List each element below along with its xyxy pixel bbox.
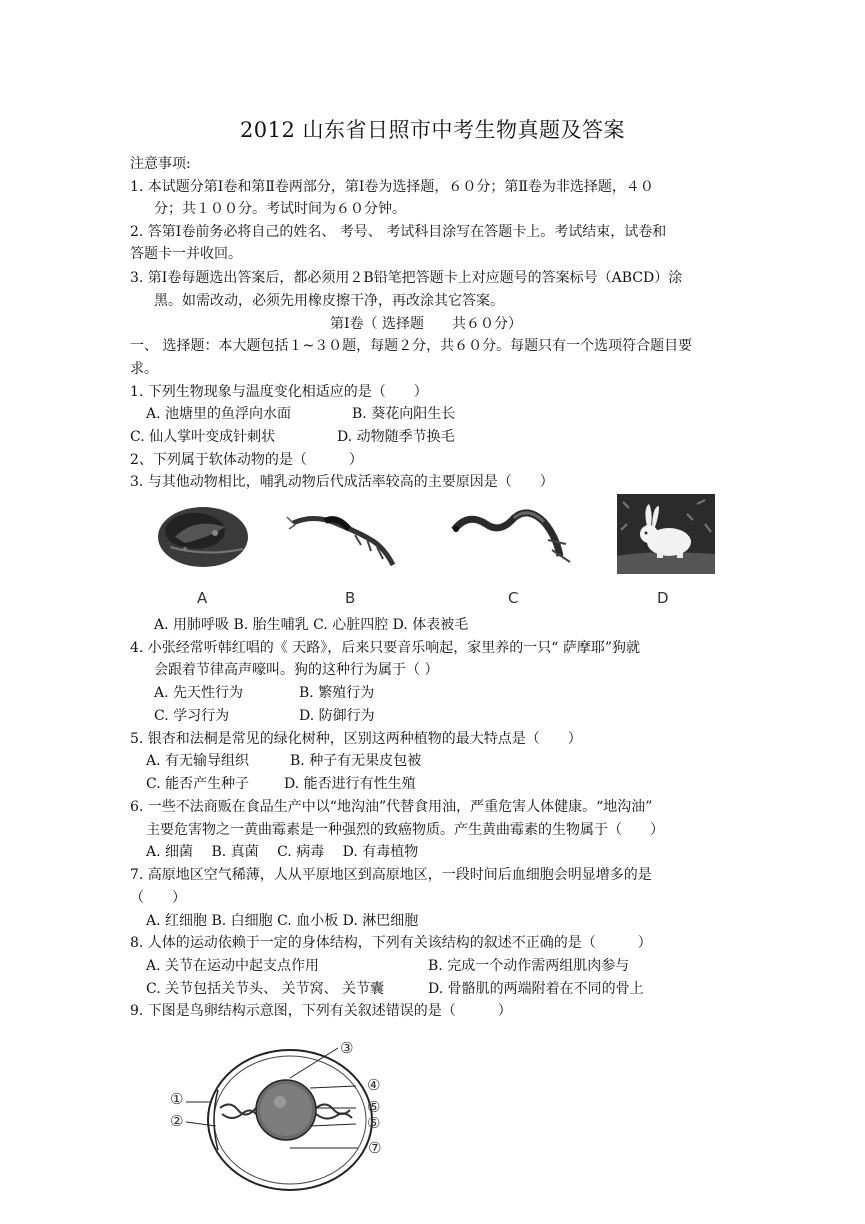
q1-option-d: D. 动物随季节换毛 — [337, 429, 455, 445]
q4-stem-line1: 4. 小张经常听韩红唱的《 天路》，后来只要音乐响起，家里养的一只“ 萨摩耶”狗就 — [130, 640, 641, 656]
q8-stem: 8. 人体的运动依赖于一定的身体结构，下列有关该结构的叙述不正确的是（ ） — [130, 935, 652, 951]
q4-option-d: D. 防御行为 — [299, 708, 375, 724]
q9-label-7: ⑦ — [368, 1139, 382, 1157]
q5-option-a: A. 有无输导组织 — [146, 753, 250, 769]
q9-label-2: ② — [170, 1112, 184, 1130]
notice-item-2-line2: 答题卡一并收回。 — [130, 246, 242, 262]
notice-item-2-line1: 2. 答第Ⅰ卷前务必将自己的姓名、 考号、 考试科目涂写在答题卡上。考试结束，试卷和 — [130, 224, 667, 240]
section-intro-line1: 一、 选择题：本大题包括１~３０题，每题２分，共６０分。每题只有一个选项符合题目要 — [130, 338, 693, 354]
q4-option-c: C. 学习行为 — [154, 708, 230, 724]
q7-options: A. 红细胞 B. 白细胞 C. 血小板 D. 淋巴细胞 — [146, 913, 419, 929]
q6-stem-line2: 主要危害物之一黄曲霉素是一种强烈的致癌物质。产生黄曲霉素的生物属于（ ） — [146, 822, 664, 838]
rabbit-image — [617, 494, 715, 574]
q1-option-a: A. 池塘里的鱼浮向水面 — [146, 406, 292, 422]
q4-stem-line2: 会跟着节律高声嚎叫。狗的这种行为属于（ ） — [154, 662, 439, 678]
q9-stem: 9. 下图是鸟卵结构示意图，下列有关叙述错误的是（ ） — [130, 1003, 512, 1019]
q4-option-b: B. 繁殖行为 — [299, 685, 375, 701]
q6-options: A. 细菌 B. 真菌 C. 病毒 D. 有毒植物 — [146, 844, 419, 860]
notice-item-3-line1: 3. 第Ⅰ卷每题选出答案后，都必须用２B铅笔把答题卡上对应题号的答案标号（ABCD）涂 — [130, 270, 683, 286]
q5-stem: 5. 银杏和法桐是常见的绿化树种，区别这两种植物的最大特点是（ ） — [130, 731, 582, 747]
notice-item-3-line2: 黑。如需改动，必须先用橡皮擦干净，再改涂其它答案。 — [154, 293, 504, 309]
q3-image-label-a: A — [197, 589, 208, 607]
q8-option-d: D. 骨骼肌的两端附着在不同的骨上 — [428, 981, 644, 997]
notice-item-1-line1: 1. 本试题分第Ⅰ卷和第Ⅱ卷两部分，第Ⅰ卷为选择题，６０分；第Ⅱ卷为非选择题，４０ — [130, 179, 654, 195]
q9-label-6: ⑥ — [367, 1114, 381, 1132]
q1-stem: 1. 下列生物现象与温度变化相适应的是（ ） — [130, 384, 428, 400]
q1-option-b: B. 葵花向阳生长 — [352, 406, 456, 422]
q6-stem-line1: 6. 一些不法商贩在食品生产中以“地沟油”代替食用油，严重危害人体健康。“地沟油” — [130, 799, 653, 815]
q5-option-d: D. 能否进行有性生殖 — [284, 776, 416, 792]
q9-label-4: ④ — [367, 1076, 381, 1094]
q9-label-5: ⑤ — [367, 1098, 381, 1116]
section-intro-line2: 求。 — [130, 361, 158, 377]
notice-heading: 注意事项: — [130, 156, 191, 172]
q5-option-c: C. 能否产生种子 — [146, 776, 250, 792]
section-title: 第Ⅰ卷（ 选择题 共６０分） — [330, 316, 522, 332]
q4-option-a: A. 先天性行为 — [154, 685, 244, 701]
q7-stem-line2: （ ） — [130, 890, 186, 906]
notice-item-1-line2: 分；共１００分。考试时间为６０分钟。 — [154, 201, 406, 217]
q3-image-label-d: D — [657, 589, 669, 607]
q7-stem-line1: 7. 高原地区空气稀薄，人从平原地区到高原地区，一段时间后血细胞会明显增多的是 — [130, 867, 652, 883]
snail-image — [155, 497, 255, 575]
q9-label-1: ① — [170, 1090, 184, 1108]
q2-stem: 2、下列属于软体动物的是（ ） — [130, 452, 363, 468]
q3-image-label-b: B — [345, 589, 356, 607]
q8-option-b: B. 完成一个动作需两组肌肉参与 — [428, 958, 630, 974]
q3-options: A. 用肺呼吸 B. 胎生哺乳 C. 心脏四腔 D. 体表被毛 — [154, 617, 469, 633]
q5-option-b: B. 种子有无果皮包被 — [290, 753, 422, 769]
snake-image — [448, 500, 578, 572]
q9-label-3: ③ — [340, 1039, 354, 1057]
q3-stem: 3. 与其他动物相比，哺乳动物后代成活率较高的主要原因是（ ） — [130, 474, 554, 490]
q3-image-label-c: C — [508, 589, 519, 607]
q1-option-c: C. 仙人掌叶变成针刺状 — [130, 429, 276, 445]
page-title: 2012 山东省日照市中考生物真题及答案 — [239, 118, 626, 142]
q8-option-c: C. 关节包括关节头、 关节窝、 关节囊 — [146, 981, 385, 997]
shrimp-image — [285, 503, 405, 573]
q8-option-a: A. 关节在运动中起支点作用 — [146, 958, 320, 974]
